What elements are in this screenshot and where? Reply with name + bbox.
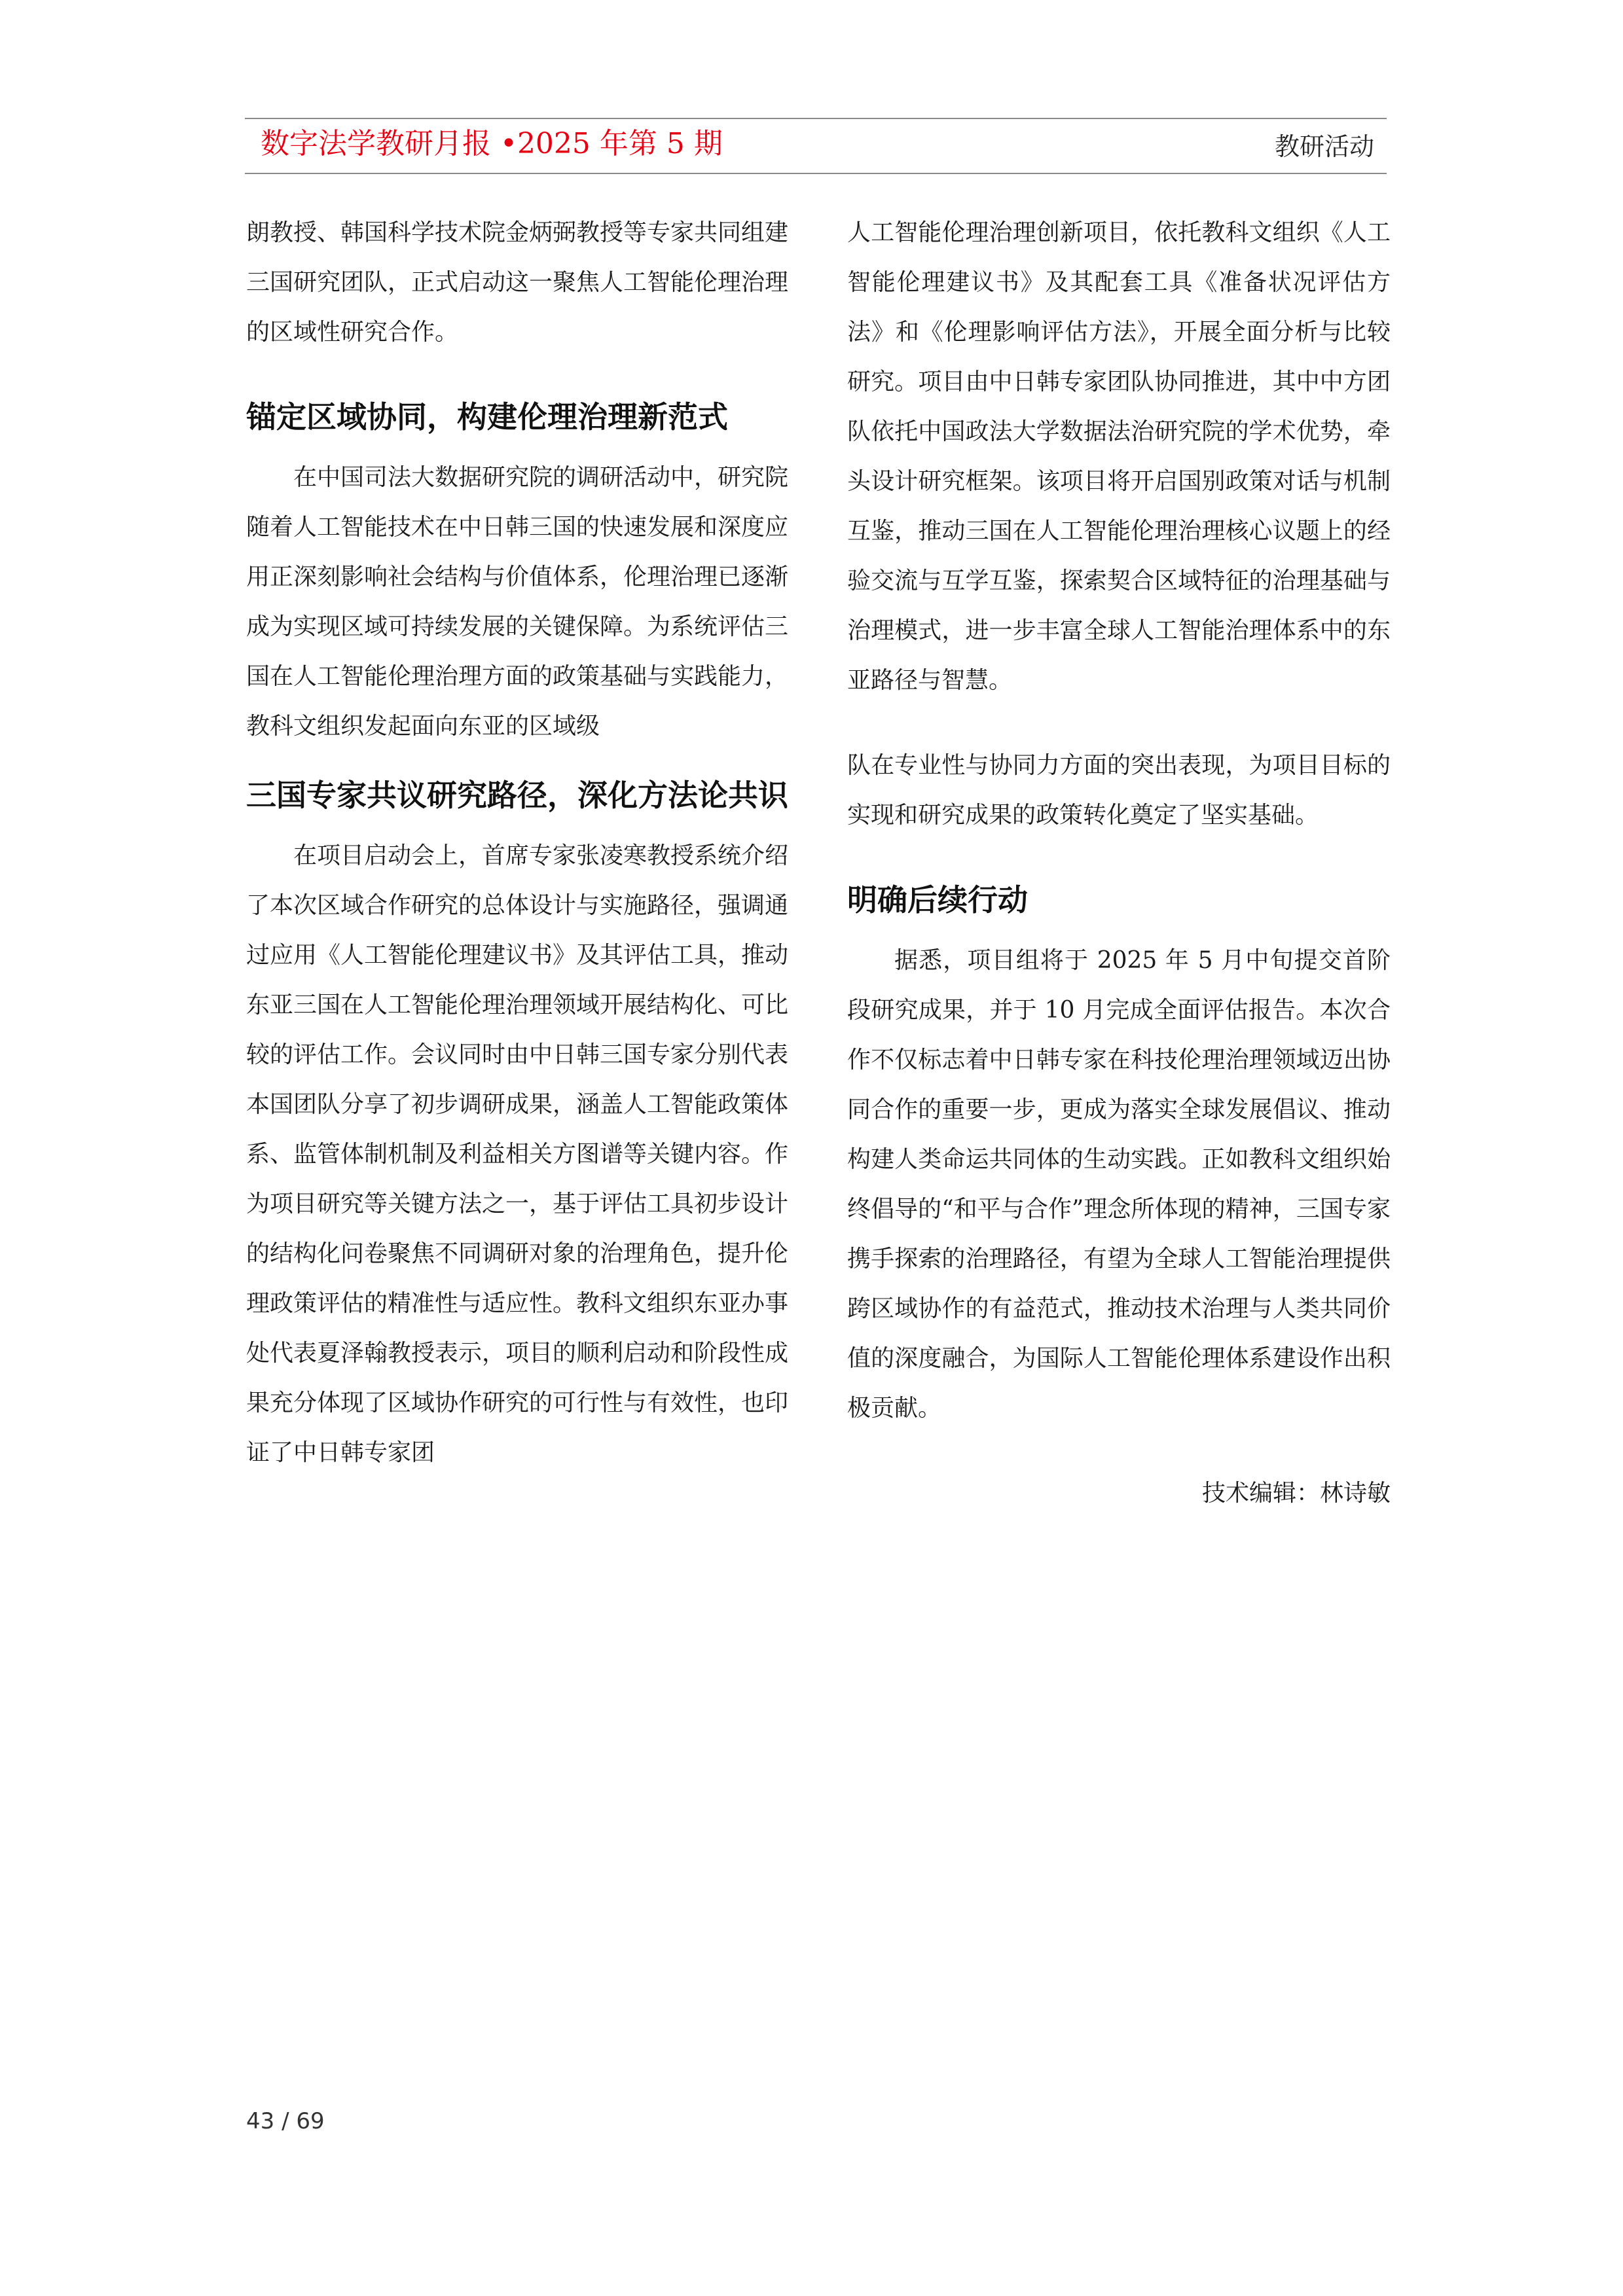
technical-editor: 技术编辑：林诗敏 (1201, 1480, 1391, 1507)
header-rule-bottom (245, 173, 1387, 174)
section-heading-1: 锚定区域协同，构建伦理治理新范式 (246, 399, 728, 435)
journal-title: 数字法学教研月报 •2025 年第 5 期 (261, 127, 723, 160)
body-paragraph-1: 在中国司法大数据研究院的调研活动中，研究院随着人工智能技术在中日韩三国的快速发展和深度应用正深刻影响社会结构与价值体系，伦理治理已逐渐成为实现区域可持续发展的关键保障。为系统评估三国在人工智能伦理治理方面的政策基础与实践能力，教科文组织发起面向东亚的区域级 (246, 464, 789, 740)
left-column (246, 208, 788, 1478)
intro-paragraph: 朗教授、韩国科学技术院金炳弼教授等专家共同组建三国研究团队，正式启动这一聚焦人工智能伦理治理的区域性研究合作。 (246, 219, 789, 346)
body-paragraph-2: 在项目启动会上，首席专家张凌寒教授系统介绍了本次区域合作研究的总体设计与实施路径，强调通过应用《人工智能伦理建议书》及其评估工具，推动东亚三国在人工智能伦理治理领域开展结构化、可比较的评估工作。会议同时由中日韩三国专家分别代表本国团队分享了初步调研成果，涵盖人工智能政策体系、监管体制机制及利益相关方图谱等关键内容。作为项目研究等关键方法之一，基于评估工具初步设计的结构化问卷聚焦不同调研对象的治理角色，提升伦理政策评估的精准性与适应性。教科文组织东亚办事处代表夏泽翰教授表示，项目的顺利启动和阶段性成果充分体现了区域协作研究的可行性与有效性，也印证了中日韩专家团 (246, 842, 789, 1466)
right-column (847, 208, 1391, 1518)
body-paragraph-4: 队在专业性与协同力方面的突出表现，为项目目标的实现和研究成果的政策转化奠定了坚实基础。 (847, 752, 1391, 829)
body-paragraph-5: 据悉，项目组将于 2025 年 5 月中旬提交首阶段研究成果，并于 10 月完成全面评估报告。本次合作不仅标志着中日韩专家在科技伦理治理领域迈出协同合作的重要一步，更成为落实全球发展倡议、推动构建人类命运共同体的生动实践。正如教科文组织始终倡导的“和平与合作”理念所体现的精神，三国专家携手探索的治理路径，有望为全球人工智能治理提供跨区域协作的有益范式，推动技术治理与人类共同价值的深度融合，为国际人工智能伦理体系建设作出积极贡献。 (847, 947, 1391, 1422)
body-paragraph-3: 人工智能伦理治理创新项目，依托教科文组织《人工智能伦理建议书》及其配套工具《准备状况评估方法》和《伦理影响评估方法》，开展全面分析与比较研究。项目由中日韩专家团队协同推进，其中中方团队依托中国政法大学数据法治研究院的学术优势，牵头设计研究框架。该项目将开启国别政策对话与机制互鉴，推动三国在人工智能伦理治理核心议题上的经验交流与互学互鉴，探索契合区域特征的治理基础与治理模式，进一步丰富全球人工智能治理体系中的东亚路径与智慧。 (847, 219, 1391, 694)
section-heading-2: 三国专家共议研究路径，深化方法论共识 (246, 778, 788, 813)
page-number: 43 / 69 (246, 2108, 325, 2134)
section-heading-3: 明确后续行动 (847, 882, 1028, 918)
header-rule-top (245, 118, 1387, 119)
section-label: 教研活动 (1274, 132, 1374, 161)
